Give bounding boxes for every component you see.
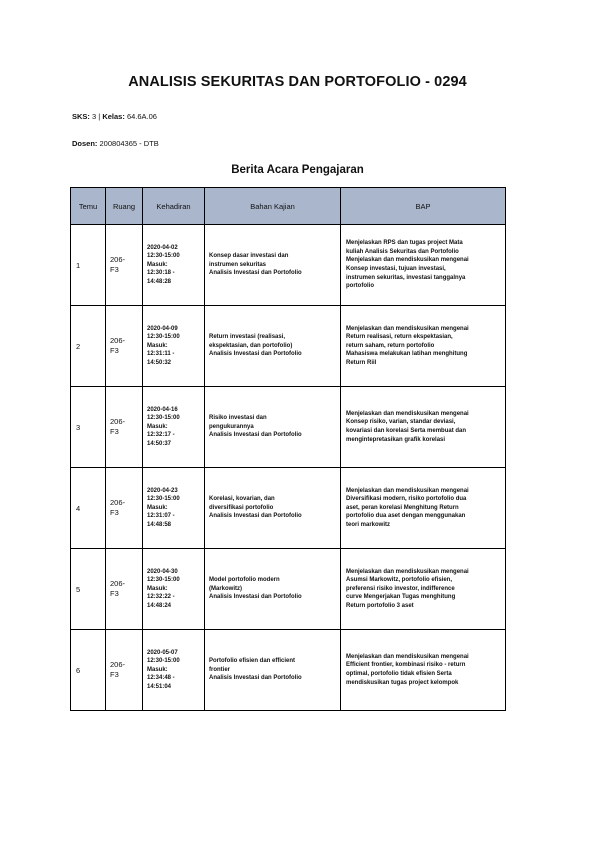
- kehadiran-line: Masuk:: [147, 585, 168, 592]
- kehadiran-line: 12:32:22 -: [147, 594, 175, 601]
- cell-bap: [341, 387, 506, 468]
- kehadiran-line: 2020-04-30: [147, 568, 178, 575]
- table-header-row: [71, 188, 506, 225]
- bap-line: mengintepretasikan grafik korelasi: [346, 436, 446, 443]
- kehadiran-line: 2020-04-09: [147, 325, 178, 332]
- bap-line: return saham, return portofolio: [346, 342, 435, 349]
- kehadiran-line: 12:30-15:00: [147, 415, 180, 422]
- header-temu: Temu: [71, 188, 106, 225]
- kehadiran-line: 12:30:18 -: [147, 270, 175, 277]
- ruang-line: 206-: [110, 255, 126, 264]
- kehadiran-line: 12:31:07 -: [147, 513, 175, 520]
- sks-label: SKS:: [72, 112, 90, 121]
- bahan-line: Portofolio efisien dan efficient: [209, 658, 296, 665]
- kehadiran-line: 2020-04-02: [147, 244, 178, 251]
- cell-temu: 3: [71, 387, 106, 468]
- ruang-line: 206-: [110, 660, 126, 669]
- bahan-line: ekspektasian, dan portofolio): [209, 342, 293, 349]
- bahan-line: Analisis Investasi dan Portofolio: [209, 351, 302, 358]
- kehadiran-line: 12:30-15:00: [147, 334, 180, 341]
- kehadiran-line: 14:48:24: [147, 602, 172, 609]
- kehadiran-line: 12:30-15:00: [147, 658, 180, 665]
- kehadiran-line: Masuk:: [147, 423, 168, 430]
- bap-line: kuliah Analisis Sekuritas dan Portofolio: [346, 248, 459, 255]
- kehadiran-line: Masuk:: [147, 504, 168, 511]
- kehadiran-line: 12:30-15:00: [147, 496, 180, 503]
- cell-kehadiran: [143, 630, 205, 711]
- header-bap: BAP: [341, 188, 506, 225]
- bap-line: instrumen sekuritas, investasi tanggalnya: [346, 274, 466, 281]
- cell-bahan-kajian: [205, 225, 341, 306]
- bahan-line: Return investasi (realisasi,: [209, 334, 286, 341]
- kehadiran-line: 2020-04-16: [147, 406, 178, 413]
- cell-temu: 5: [71, 549, 106, 630]
- bap-line: Menjelaskan dan mendiskusikan mengenai: [346, 653, 469, 660]
- cell-bahan-kajian: [205, 387, 341, 468]
- cell-temu: 2: [71, 306, 106, 387]
- kehadiran-line: 12:31:11 -: [147, 351, 175, 358]
- cell-kehadiran: [143, 387, 205, 468]
- bap-line: Menjelaskan dan mendiskusikan mengenai: [346, 410, 469, 417]
- kehadiran-line: 14:50:32: [147, 359, 172, 366]
- bahan-line: Korelasi, kovarian, dan: [209, 496, 275, 503]
- header-ruang: Ruang: [106, 188, 143, 225]
- cell-bahan-kajian: [205, 630, 341, 711]
- cell-bap: [341, 225, 506, 306]
- table-row: [71, 468, 506, 549]
- bap-line: curve Mengerjakan Tugas menghitung: [346, 594, 456, 601]
- kehadiran-line: 14:48:28: [147, 278, 172, 285]
- header-kehadiran: Kehadiran: [143, 188, 205, 225]
- bap-line: kovariasi dan korelasi Serta membuat dan: [346, 428, 467, 434]
- kehadiran-line: Masuk:: [147, 342, 168, 349]
- cell-bahan-kajian: [205, 549, 341, 630]
- kehadiran-line: 12:30-15:00: [147, 253, 180, 260]
- kehadiran-line: 12:32:17 -: [147, 432, 175, 439]
- kelas-label: Kelas:: [102, 112, 125, 121]
- bahan-line: frontier: [209, 666, 230, 673]
- table-row: [71, 225, 506, 306]
- cell-bap: [341, 549, 506, 630]
- dosen-line: [72, 139, 159, 148]
- bahan-line: Model portofolio modern: [209, 577, 280, 584]
- table-row: [71, 549, 506, 630]
- table-row: [71, 387, 506, 468]
- kehadiran-line: Masuk:: [147, 666, 168, 673]
- bap-line: Asumsi Markowitz, portofolio efisien,: [346, 577, 453, 584]
- bap-table: [70, 187, 506, 711]
- ruang-line: F3: [110, 508, 119, 517]
- bap-line: mendiskusikan tugas project kelompok: [346, 679, 459, 686]
- ruang-line: F3: [110, 670, 119, 679]
- bap-line: portofolio: [346, 283, 374, 290]
- cell-temu: 1: [71, 225, 106, 306]
- bahan-line: Analisis Investasi dan Portofolio: [209, 675, 302, 682]
- table-row: [71, 630, 506, 711]
- table-subtitle: Berita Acara Pengajaran: [231, 164, 364, 176]
- cell-ruang: [106, 225, 143, 306]
- bap-line: Menjelaskan RPS dan tugas project Mata: [346, 240, 463, 247]
- ruang-line: 206-: [110, 336, 126, 345]
- ruang-line: F3: [110, 346, 119, 355]
- bahan-line: Analisis Investasi dan Portofolio: [209, 594, 302, 601]
- bahan-line: pengukurannya: [209, 423, 254, 430]
- cell-kehadiran: [143, 306, 205, 387]
- bap-line: Return Riil: [346, 359, 377, 366]
- sks-kelas-line: [72, 112, 157, 121]
- cell-kehadiran: [143, 468, 205, 549]
- cell-ruang: [106, 630, 143, 711]
- dosen-value: 200804365 - DTB: [99, 139, 159, 148]
- bap-line: aset, peran korelasi Menghitung Return: [346, 504, 459, 511]
- ruang-line: 206-: [110, 579, 126, 588]
- bahan-line: Risiko investasi dan: [209, 415, 267, 422]
- cell-ruang: [106, 387, 143, 468]
- bahan-line: Analisis Investasi dan Portofolio: [209, 513, 302, 520]
- cell-ruang: [106, 549, 143, 630]
- bap-line: optimal, portofolio tidak efisien Serta: [346, 671, 452, 677]
- bap-line: Return portofolio 3 aset: [346, 602, 414, 609]
- cell-kehadiran: [143, 225, 205, 306]
- kehadiran-line: 14:51:04: [147, 683, 172, 690]
- kehadiran-line: 12:34:48 -: [147, 675, 175, 682]
- ruang-line: F3: [110, 265, 119, 274]
- kelas-value: 64.6A.06: [126, 112, 157, 121]
- cell-bahan-kajian: [205, 468, 341, 549]
- kehadiran-line: 14:50:37: [147, 440, 172, 447]
- bap-line: Efficient frontier, kombinasi risiko - return: [346, 662, 466, 669]
- bap-line: Menjelaskan dan mendiskusikan mengenai: [346, 568, 469, 575]
- bahan-line: (Markowitz): [209, 585, 242, 592]
- cell-ruang: [106, 468, 143, 549]
- kehadiran-line: Masuk:: [147, 261, 168, 268]
- bap-line: preferensi risiko investor, indifference: [346, 585, 455, 592]
- bahan-line: Konsep dasar investasi dan: [209, 253, 289, 260]
- separator: |: [98, 112, 101, 121]
- dosen-label: Dosen:: [72, 139, 98, 148]
- bap-line: Diversifikasi modern, risiko portofolio dua: [346, 496, 467, 503]
- bap-line: Mahasiswa melakukan latihan menghitung: [346, 351, 468, 358]
- bap-line: Return realisasi, return ekspektasian,: [346, 334, 453, 341]
- table-row: [71, 306, 506, 387]
- cell-temu: 6: [71, 630, 106, 711]
- kehadiran-line: 14:48:58: [147, 521, 172, 528]
- cell-bap: [341, 306, 506, 387]
- ruang-line: F3: [110, 589, 119, 598]
- bap-line: Konsep investasi, tujuan investasi,: [346, 266, 446, 272]
- ruang-line: F3: [110, 427, 119, 436]
- bahan-line: diversifikasi portofolio: [209, 504, 274, 511]
- ruang-line: 206-: [110, 417, 126, 426]
- cell-ruang: [106, 306, 143, 387]
- cell-bap: [341, 468, 506, 549]
- bahan-line: Analisis Investasi dan Portofolio: [209, 432, 302, 439]
- cell-kehadiran: [143, 549, 205, 630]
- cell-bap: [341, 630, 506, 711]
- bahan-line: instrumen sekuritas: [209, 261, 267, 268]
- cell-bahan-kajian: [205, 306, 341, 387]
- header-bahan-kajian: Bahan Kajian: [205, 188, 341, 225]
- kehadiran-line: 2020-04-23: [147, 487, 178, 494]
- bap-line: Menjelaskan dan mendiskusikan mengenai: [346, 487, 469, 494]
- bap-line: Menjelaskan dan mendiskusikan mengenai: [346, 325, 469, 332]
- kehadiran-line: 2020-05-07: [147, 649, 178, 656]
- ruang-line: 206-: [110, 498, 126, 507]
- sks-value: 3: [92, 112, 97, 121]
- bap-line: portofolio dua aset dengan menggunakan: [346, 513, 466, 520]
- bap-line: Menjelaskan dan mendiskusikan mengenai: [346, 257, 469, 264]
- course-title: ANALISIS SEKURITAS DAN PORTOFOLIO - 0294: [128, 74, 467, 90]
- cell-temu: 4: [71, 468, 106, 549]
- bap-line: Konsep risiko, varian, standar deviasi,: [346, 419, 456, 426]
- kehadiran-line: 12:30-15:00: [147, 577, 180, 584]
- bap-line: teori markowitz: [346, 521, 391, 528]
- bahan-line: Analisis Investasi dan Portofolio: [209, 270, 302, 277]
